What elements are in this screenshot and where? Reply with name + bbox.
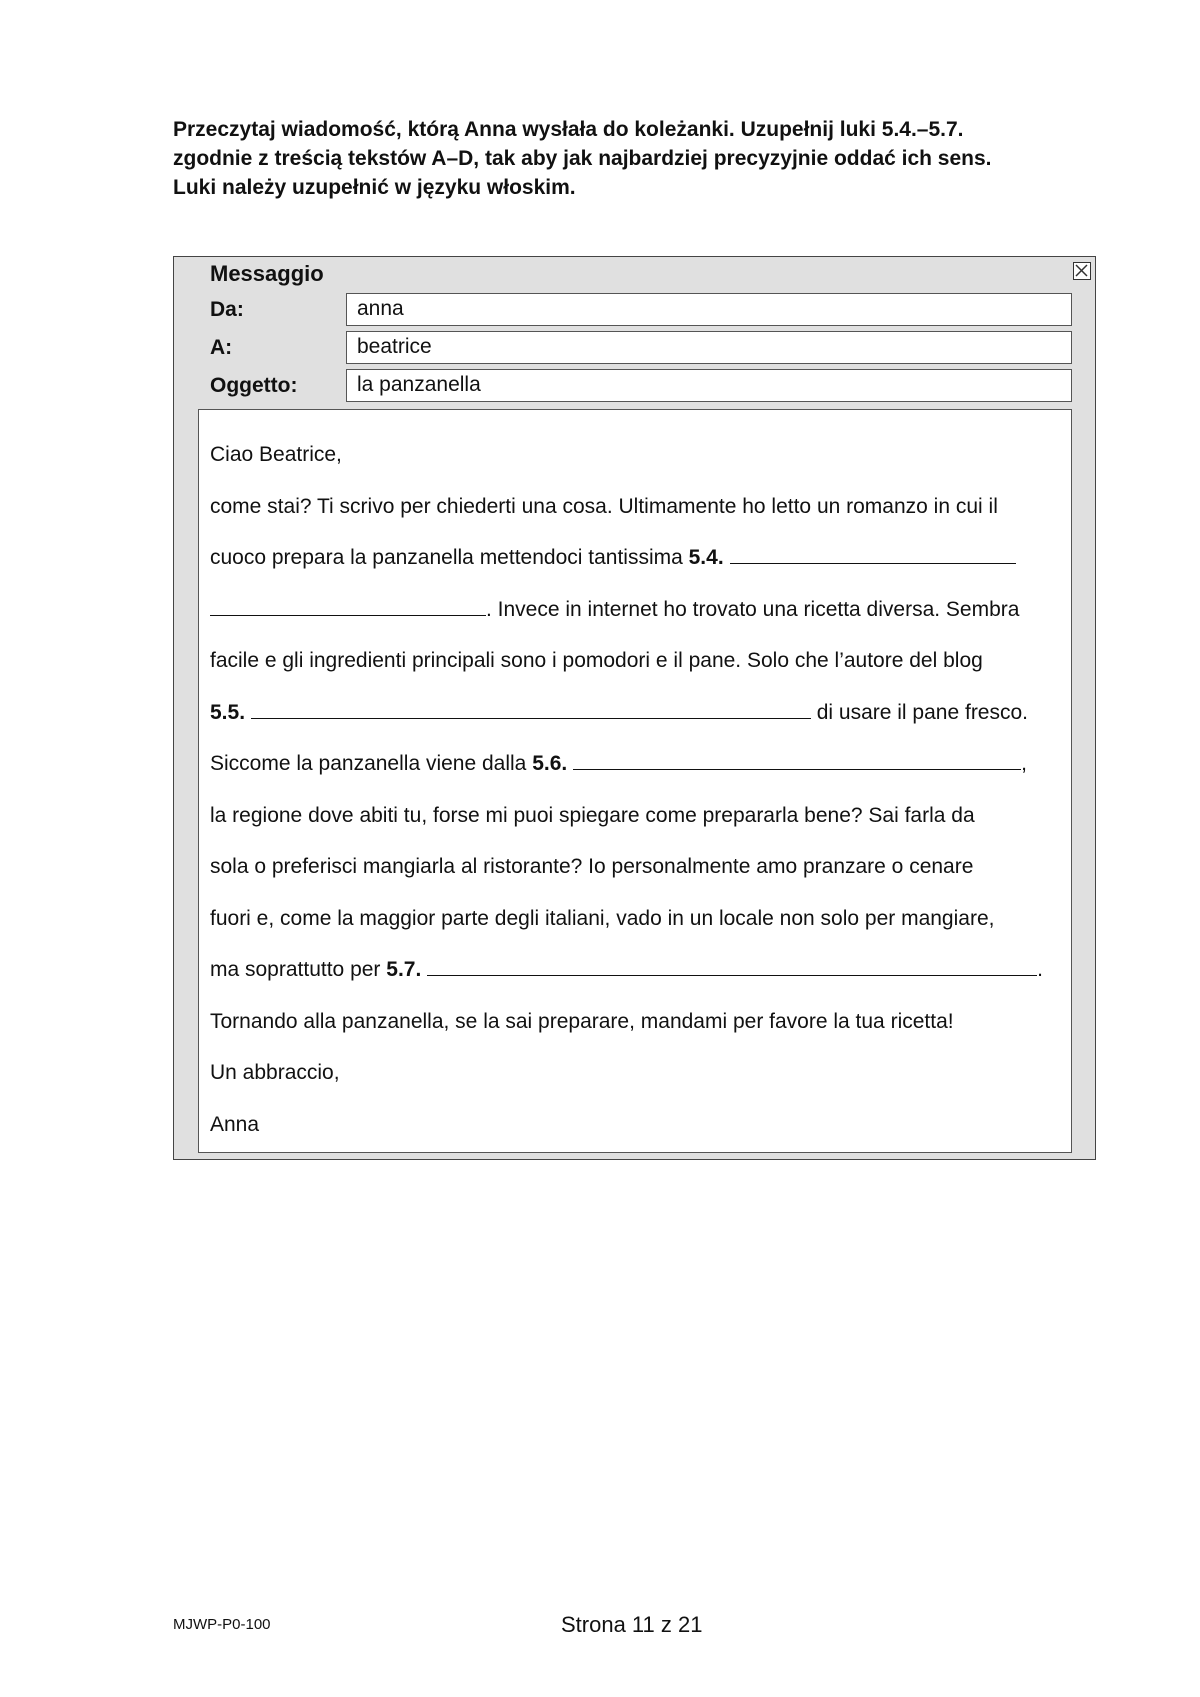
body-greeting: Ciao Beatrice, (210, 443, 342, 466)
body-line: fuori e, come la maggior parte degli italiani, vado in un locale non solo per mangiare, (210, 906, 995, 930)
gap-blank-5-4[interactable] (730, 543, 1016, 564)
body-text-span: , (1021, 752, 1027, 775)
subject-label: Oggetto: (210, 374, 298, 397)
body-line: facile e gli ingredienti principali sono i pomodori e il pane. Solo che l’autore del blog (210, 649, 983, 672)
page-number: Strona 11 z 21 (561, 1612, 703, 1637)
body-text-span: ma soprattutto per (210, 958, 381, 981)
gap-number: 5.5. (210, 700, 246, 724)
instruction-line-3: Luki należy uzupełnić w języku włoskim. (173, 176, 576, 199)
message-body-text (210, 429, 1070, 1150)
gap-number: 5.6. (532, 752, 568, 775)
body-signature: Anna (210, 1112, 260, 1136)
message-window (173, 256, 1096, 1160)
footer-code: MJWP-P0-100 (173, 1616, 271, 1633)
body-line (210, 944, 1070, 996)
body-line (210, 584, 1070, 636)
instructions (173, 115, 1073, 202)
body-text-span: Siccome la panzanella viene dalla (210, 752, 527, 775)
close-icon[interactable] (1073, 262, 1091, 280)
body-text-span: cuoco prepara la panzanella mettendoci tantissima (210, 546, 683, 569)
body-text-span: di usare il pane fresco. (816, 700, 1029, 724)
instruction-line-1: Przeczytaj wiadomość, którą Anna wysłała do koleżanki. Uzupełnij luki 5.4.–5.7. (173, 118, 964, 141)
to-label: A: (210, 336, 233, 359)
to-field[interactable]: beatrice (346, 331, 1072, 364)
body-line (210, 532, 1070, 584)
body-line: Tornando alla panzanella, se la sai preparare, mandami per favore la tua ricetta! (210, 1009, 954, 1033)
body-line: la regione dove abiti tu, forse mi puoi spiegare come prepararla bene? Sai farla da (210, 803, 975, 827)
subject-field[interactable]: la panzanella (346, 369, 1072, 402)
from-label: Da: (210, 298, 244, 321)
gap-blank-5-5[interactable] (251, 698, 811, 719)
body-line (210, 738, 1070, 790)
gap-blank-5-7[interactable] (427, 955, 1037, 976)
body-text-span: . (1037, 958, 1043, 981)
body-line: come stai? Ti scrivo per chiederti una cosa. Ultimamente ho letto un romanzo in cui il (210, 494, 998, 518)
body-line (210, 687, 1070, 739)
body-line: sola o preferisci mangiarla al ristorante? Io personalmente amo pranzare o cenare (210, 855, 974, 878)
body-closing: Un abbraccio, (210, 1061, 340, 1084)
gap-number: 5.4. (688, 546, 724, 569)
gap-blank-5-6[interactable] (573, 749, 1021, 770)
gap-number: 5.7. (386, 958, 422, 981)
gap-blank-5-4-cont[interactable] (210, 595, 486, 616)
message-title: Messaggio (210, 261, 324, 286)
instruction-line-2: zgodnie z treścią tekstów A–D, tak aby jak najbardziej precyzyjnie oddać ich sens. (173, 147, 992, 170)
message-body[interactable] (198, 409, 1072, 1153)
body-text-span: . Invece in internet ho trovato una ricetta diversa. Sembra (486, 597, 1020, 621)
from-field[interactable]: anna (346, 293, 1072, 326)
